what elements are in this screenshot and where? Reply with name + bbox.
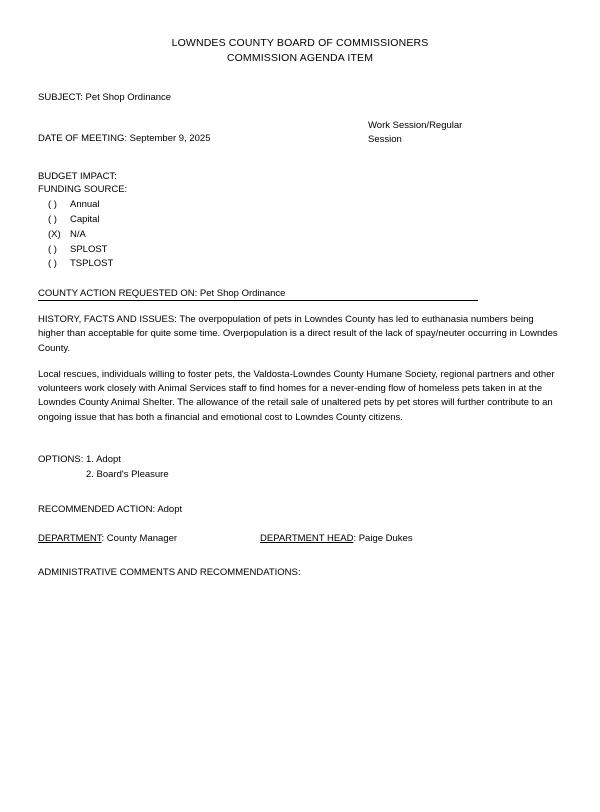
funding-option-splost[interactable] — [48, 243, 562, 258]
funding-option-tsplost[interactable] — [48, 257, 562, 272]
county-action-value: Pet Shop Ordinance — [199, 288, 286, 300]
county-action-label: COUNTY ACTION REQUESTED ON: — [38, 288, 198, 300]
department-label: DEPARTMENT — [38, 533, 102, 545]
history-paragraph-2: Local rescues, individuals willing to foster pets, the Valdosta-Lowndes County Humane Society, regional partners and other volunteers work closely with Animal Services staff to find homes for a never-ending flow of homeless pets taken in at the Lowndes County Animal Shelter. The allowance of the retail sale of unaltered pets by pet stores will further contribute to an ongoing issue that has both a financial and emotional cost to Lowndes County citizens. — [38, 368, 555, 423]
document-body — [38, 92, 562, 578]
funding-options-list — [48, 198, 562, 272]
budget-impact-label: BUDGET IMPACT: — [38, 171, 117, 183]
funding-option-capital[interactable] — [48, 213, 562, 228]
recommended-action-value: Adopt — [157, 504, 183, 516]
department-head-value: : Paige Dukes — [353, 533, 413, 545]
meeting-row — [38, 119, 562, 163]
funding-option-tsplost-mark: ( ) — [48, 258, 57, 270]
recommended-action-label: RECOMMENDED ACTION: — [38, 504, 156, 516]
subject-value: Pet Shop Ordinance — [85, 92, 172, 104]
options-item-1: 1. Adopt — [86, 453, 121, 465]
funding-option-annual[interactable] — [48, 198, 562, 213]
options-label: OPTIONS: — [38, 453, 84, 465]
funding-option-na-label: N/A — [70, 228, 86, 240]
department-value: : County Manager — [101, 533, 178, 545]
history-paragraph-1: HISTORY, FACTS AND ISSUES: The overpopulation of pets in Lowndes County has led to euthanasia numbers being higher than acceptable for quite some time. Overpopulation is a direct result of the lack of spay/neuter occurring in Lowndes County. — [38, 314, 558, 354]
funding-option-capital-mark: ( ) — [48, 214, 57, 226]
options-block — [38, 453, 562, 482]
subject-row — [38, 92, 562, 103]
funding-source-label: FUNDING SOURCE: — [38, 184, 128, 196]
header-line-1: LOWNDES COUNTY BOARD OF COMMISSIONERS — [171, 37, 429, 49]
department-head-label: DEPARTMENT HEAD — [260, 533, 354, 545]
subject-label: SUBJECT: — [38, 92, 83, 104]
session-type: Work Session/Regular Session — [368, 120, 463, 146]
department-head-block — [260, 533, 413, 544]
options-row — [38, 453, 562, 468]
options-item-2: 2. Board's Pleasure — [86, 468, 169, 480]
funding-option-splost-mark: ( ) — [48, 243, 57, 255]
meeting-label: DATE OF MEETING: — [38, 133, 128, 145]
header-line-2: COMMISSION AGENDA ITEM — [226, 52, 374, 65]
funding-option-splost-label: SPLOST — [70, 243, 108, 255]
document-header — [0, 36, 600, 66]
funding-option-annual-label: Annual — [70, 199, 100, 211]
funding-option-na[interactable] — [48, 228, 562, 243]
department-row — [38, 533, 562, 547]
meeting-date-block — [38, 133, 210, 144]
county-action-requested — [38, 288, 478, 301]
recommended-action-row — [38, 504, 562, 515]
meeting-value: September 9, 2025 — [129, 133, 211, 145]
administrative-comments-label: ADMINISTRATIVE COMMENTS AND RECOMMENDATIONS: — [38, 567, 301, 579]
department-block — [38, 533, 177, 544]
funding-option-annual-mark: ( ) — [48, 199, 57, 211]
funding-option-tsplost-label: TSPLOST — [70, 258, 114, 270]
funding-option-capital-label: Capital — [70, 214, 100, 226]
funding-option-na-mark: (X) — [48, 228, 61, 240]
agenda-document-page — [0, 36, 600, 812]
